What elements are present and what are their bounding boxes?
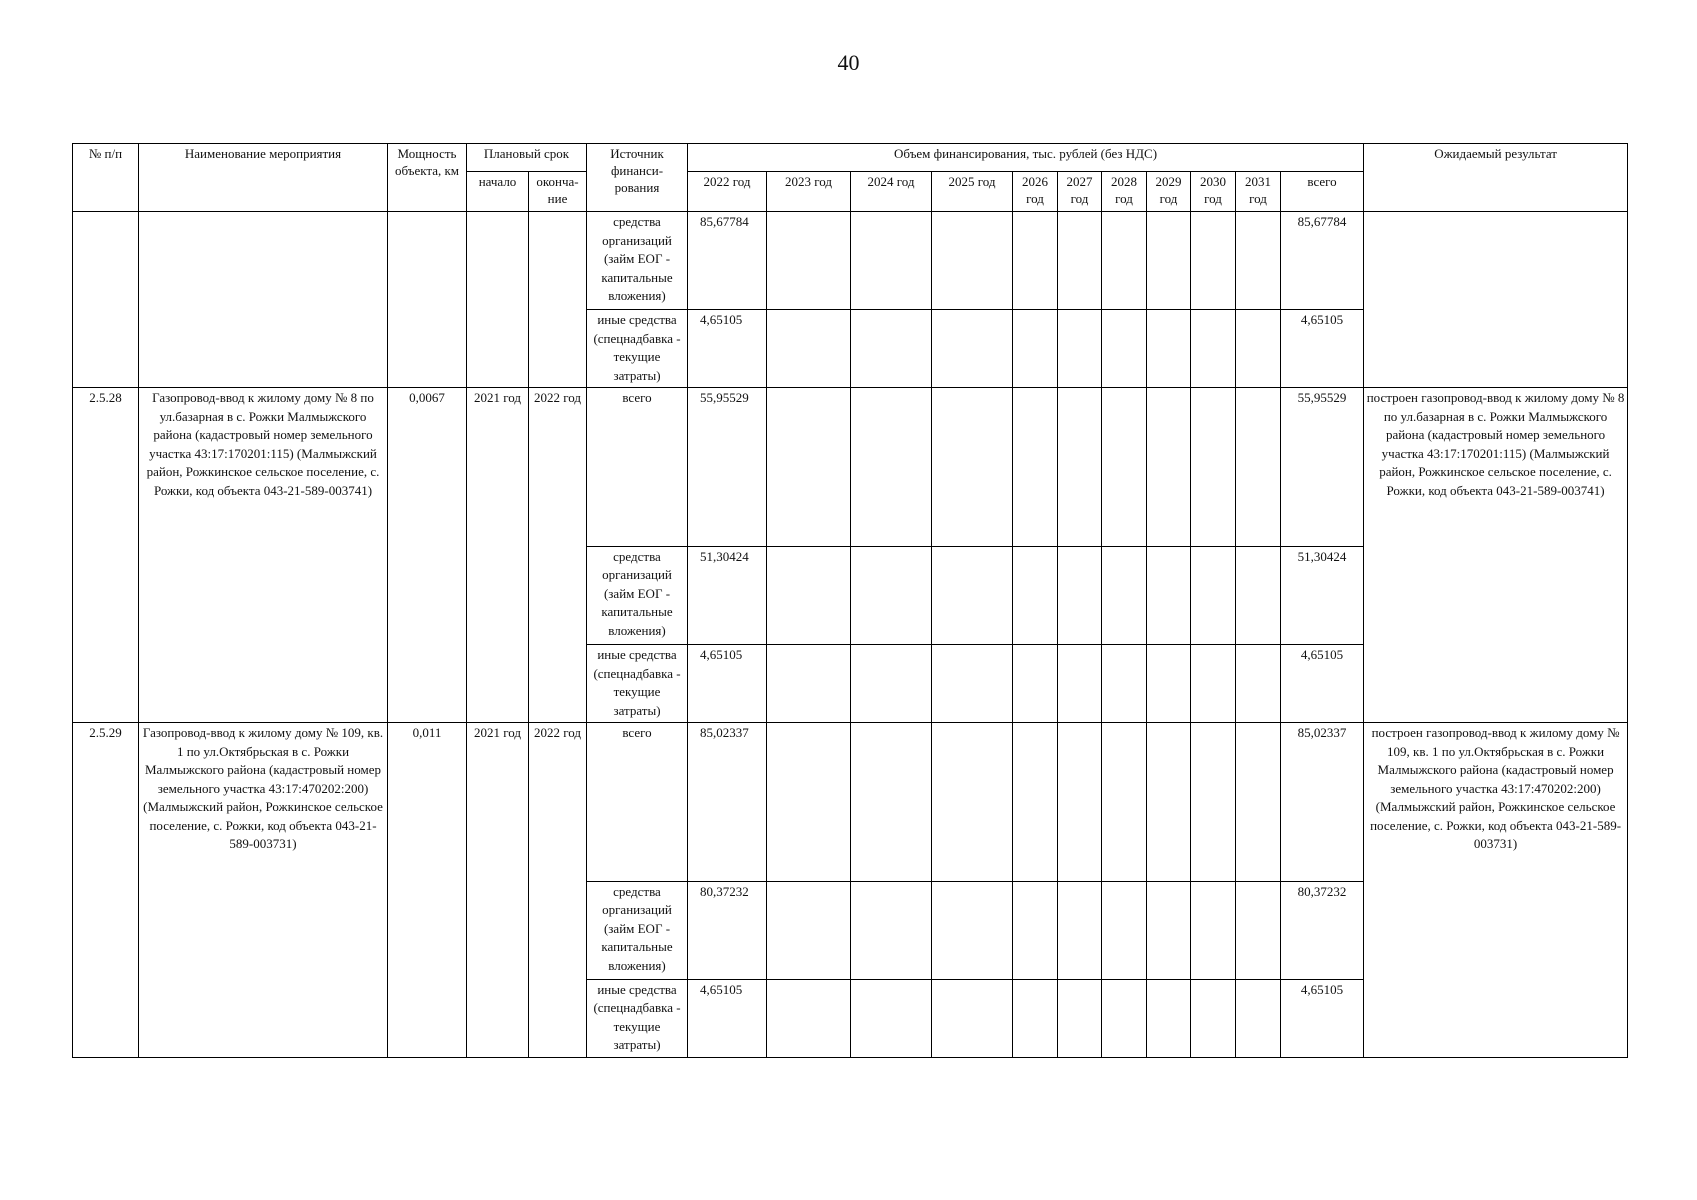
cell-2022: 85,02337 — [688, 723, 767, 881]
cell-total: 85,02337 — [1281, 723, 1364, 881]
cell-2024 — [851, 881, 932, 979]
cell-2031 — [1236, 388, 1281, 546]
cell-2028 — [1102, 212, 1147, 310]
cell-end — [529, 212, 587, 388]
header-year: 2029 год — [1147, 172, 1191, 212]
header-no: № п/п — [73, 144, 139, 212]
cell-2031 — [1236, 645, 1281, 723]
cell-2027 — [1058, 979, 1102, 1057]
cell-2025 — [932, 723, 1013, 881]
cell-2022: 4,65105 — [688, 645, 767, 723]
cell-2031 — [1236, 546, 1281, 644]
cell-2024 — [851, 645, 932, 723]
cell-2029 — [1147, 310, 1191, 388]
cell-name — [139, 212, 388, 388]
cell-2022: 85,67784 — [688, 212, 767, 310]
header-name: Наименование мероприятия — [139, 144, 388, 212]
cell-2023 — [767, 723, 851, 881]
cell-2031 — [1236, 979, 1281, 1057]
cell-2023 — [767, 979, 851, 1057]
cell-2022: 4,65105 — [688, 310, 767, 388]
header-year: 2022 год — [688, 172, 767, 212]
cell-2029 — [1147, 546, 1191, 644]
cell-2029 — [1147, 979, 1191, 1057]
cell-2022: 51,30424 — [688, 546, 767, 644]
cell-end: 2022 год — [529, 723, 587, 1058]
cell-total: 4,65105 — [1281, 310, 1364, 388]
cell-2030 — [1191, 546, 1236, 644]
cell-2023 — [767, 645, 851, 723]
cell-source: всего — [587, 388, 688, 546]
cell-2024 — [851, 212, 932, 310]
cell-2031 — [1236, 723, 1281, 881]
cell-result: построен газопровод-ввод к жилому дому № 109, кв. 1 по ул.Октябрьская в с. Рожки Малмыжского района (кадастровый номер земельного участка 43:17:470202:200) (Малмыжский район, Рожкинское сельское поселение, с. Рожки, код объекта 043-21-589-003731) — [1364, 723, 1628, 1058]
cell-2031 — [1236, 212, 1281, 310]
cell-2022: 80,37232 — [688, 881, 767, 979]
cell-capacity: 0,011 — [388, 723, 467, 1058]
cell-start: 2021 год — [467, 388, 529, 723]
cell-total: 55,95529 — [1281, 388, 1364, 546]
cell-2024 — [851, 546, 932, 644]
table-row — [73, 723, 1628, 881]
cell-2029 — [1147, 881, 1191, 979]
header-row-1 — [73, 144, 1628, 172]
cell-2023 — [767, 212, 851, 310]
cell-2027 — [1058, 723, 1102, 881]
cell-2025 — [932, 310, 1013, 388]
header-year: 2028 год — [1102, 172, 1147, 212]
cell-start — [467, 212, 529, 388]
cell-2029 — [1147, 723, 1191, 881]
cell-2029 — [1147, 212, 1191, 310]
cell-2027 — [1058, 546, 1102, 644]
cell-2026 — [1013, 310, 1058, 388]
cell-2023 — [767, 546, 851, 644]
cell-2025 — [932, 212, 1013, 310]
cell-end: 2022 год — [529, 388, 587, 723]
header-year: 2025 год — [932, 172, 1013, 212]
cell-2026 — [1013, 723, 1058, 881]
cell-source: всего — [587, 723, 688, 881]
cell-no: 2.5.29 — [73, 723, 139, 1058]
cell-2027 — [1058, 310, 1102, 388]
header-year: 2031 год — [1236, 172, 1281, 212]
cell-2030 — [1191, 881, 1236, 979]
cell-2025 — [932, 881, 1013, 979]
cell-start: 2021 год — [467, 723, 529, 1058]
cell-name: Газопровод-ввод к жилому дому № 109, кв. 1 по ул.Октябрьская в с. Рожки Малмыжского района (кадастровый номер земельного участка 43:17:470202:200) (Малмыжский район, Рожкинское сельское поселение, с. Рожки, код объекта 043-21-589-003731) — [139, 723, 388, 1058]
cell-2024 — [851, 723, 932, 881]
cell-total: 4,65105 — [1281, 645, 1364, 723]
cell-source: иные средства (спецнадбавка - текущие затраты) — [587, 645, 688, 723]
cell-total: 85,67784 — [1281, 212, 1364, 310]
cell-2030 — [1191, 645, 1236, 723]
table-row — [73, 388, 1628, 546]
cell-2026 — [1013, 979, 1058, 1057]
cell-2026 — [1013, 645, 1058, 723]
cell-source: иные средства (спецнадбавка - текущие затраты) — [587, 310, 688, 388]
cell-2030 — [1191, 388, 1236, 546]
cell-2025 — [932, 979, 1013, 1057]
cell-capacity: 0,0067 — [388, 388, 467, 723]
header-end: оконча-ние — [529, 172, 587, 212]
cell-2026 — [1013, 546, 1058, 644]
header-year: 2024 год — [851, 172, 932, 212]
cell-total: 4,65105 — [1281, 979, 1364, 1057]
header-year: 2026 год — [1013, 172, 1058, 212]
cell-capacity — [388, 212, 467, 388]
cell-2027 — [1058, 212, 1102, 310]
cell-2025 — [932, 388, 1013, 546]
table-row — [73, 212, 1628, 310]
cell-no — [73, 212, 139, 388]
cell-2028 — [1102, 388, 1147, 546]
header-year: 2030 год — [1191, 172, 1236, 212]
cell-total: 80,37232 — [1281, 881, 1364, 979]
financing-table — [72, 143, 1628, 1058]
cell-2024 — [851, 310, 932, 388]
header-year: 2027 год — [1058, 172, 1102, 212]
cell-source: средства организаций (займ ЕОГ - капитальные вложения) — [587, 546, 688, 644]
cell-source: средства организаций (займ ЕОГ - капитальные вложения) — [587, 212, 688, 310]
cell-result: построен газопровод-ввод к жилому дому № 8 по ул.базарная в с. Рожки Малмыжского района (кадастровый номер земельного участка 43:17:170201:115) (Малмыжский район, Рожкинское сельское поселение, с. Рожки, код объекта 043-21-589-003741) — [1364, 388, 1628, 723]
cell-result — [1364, 212, 1628, 388]
cell-2026 — [1013, 212, 1058, 310]
cell-2023 — [767, 881, 851, 979]
cell-2027 — [1058, 645, 1102, 723]
cell-2030 — [1191, 212, 1236, 310]
cell-2030 — [1191, 979, 1236, 1057]
cell-2028 — [1102, 881, 1147, 979]
cell-2022: 4,65105 — [688, 979, 767, 1057]
cell-2031 — [1236, 881, 1281, 979]
cell-2025 — [932, 645, 1013, 723]
cell-total: 51,30424 — [1281, 546, 1364, 644]
cell-2025 — [932, 546, 1013, 644]
cell-2028 — [1102, 645, 1147, 723]
table-body — [73, 144, 1628, 1058]
cell-2029 — [1147, 645, 1191, 723]
header-total: всего — [1281, 172, 1364, 212]
cell-2026 — [1013, 388, 1058, 546]
header-start: начало — [467, 172, 529, 212]
cell-2028 — [1102, 546, 1147, 644]
cell-no: 2.5.28 — [73, 388, 139, 723]
cell-source: средства организаций (займ ЕОГ - капитальные вложения) — [587, 881, 688, 979]
cell-2031 — [1236, 310, 1281, 388]
cell-2026 — [1013, 881, 1058, 979]
header-source: Источник финанси-рования — [587, 144, 688, 212]
cell-2023 — [767, 310, 851, 388]
cell-source: иные средства (спецнадбавка - текущие затраты) — [587, 979, 688, 1057]
header-plan-term: Плановый срок — [467, 144, 587, 172]
cell-2030 — [1191, 723, 1236, 881]
cell-2027 — [1058, 881, 1102, 979]
header-volume: Объем финансирования, тыс. рублей (без НДС) — [688, 144, 1364, 172]
cell-2028 — [1102, 723, 1147, 881]
header-year: 2023 год — [767, 172, 851, 212]
cell-2022: 55,95529 — [688, 388, 767, 546]
cell-2024 — [851, 979, 932, 1057]
cell-2023 — [767, 388, 851, 546]
cell-2024 — [851, 388, 932, 546]
header-capacity: Мощность объекта, км — [388, 144, 467, 212]
page-number: 40 — [837, 50, 860, 75]
header-result: Ожидаемый результат — [1364, 144, 1628, 212]
cell-2028 — [1102, 310, 1147, 388]
cell-2028 — [1102, 979, 1147, 1057]
cell-2027 — [1058, 388, 1102, 546]
cell-name: Газопровод-ввод к жилому дому № 8 по ул.базарная в с. Рожки Малмыжского района (кадастровый номер земельного участка 43:17:170201:115) (Малмыжский район, Рожкинское сельское поселение, с. Рожки, код объекта 043-21-589-003741) — [139, 388, 388, 723]
cell-2029 — [1147, 388, 1191, 546]
cell-2030 — [1191, 310, 1236, 388]
